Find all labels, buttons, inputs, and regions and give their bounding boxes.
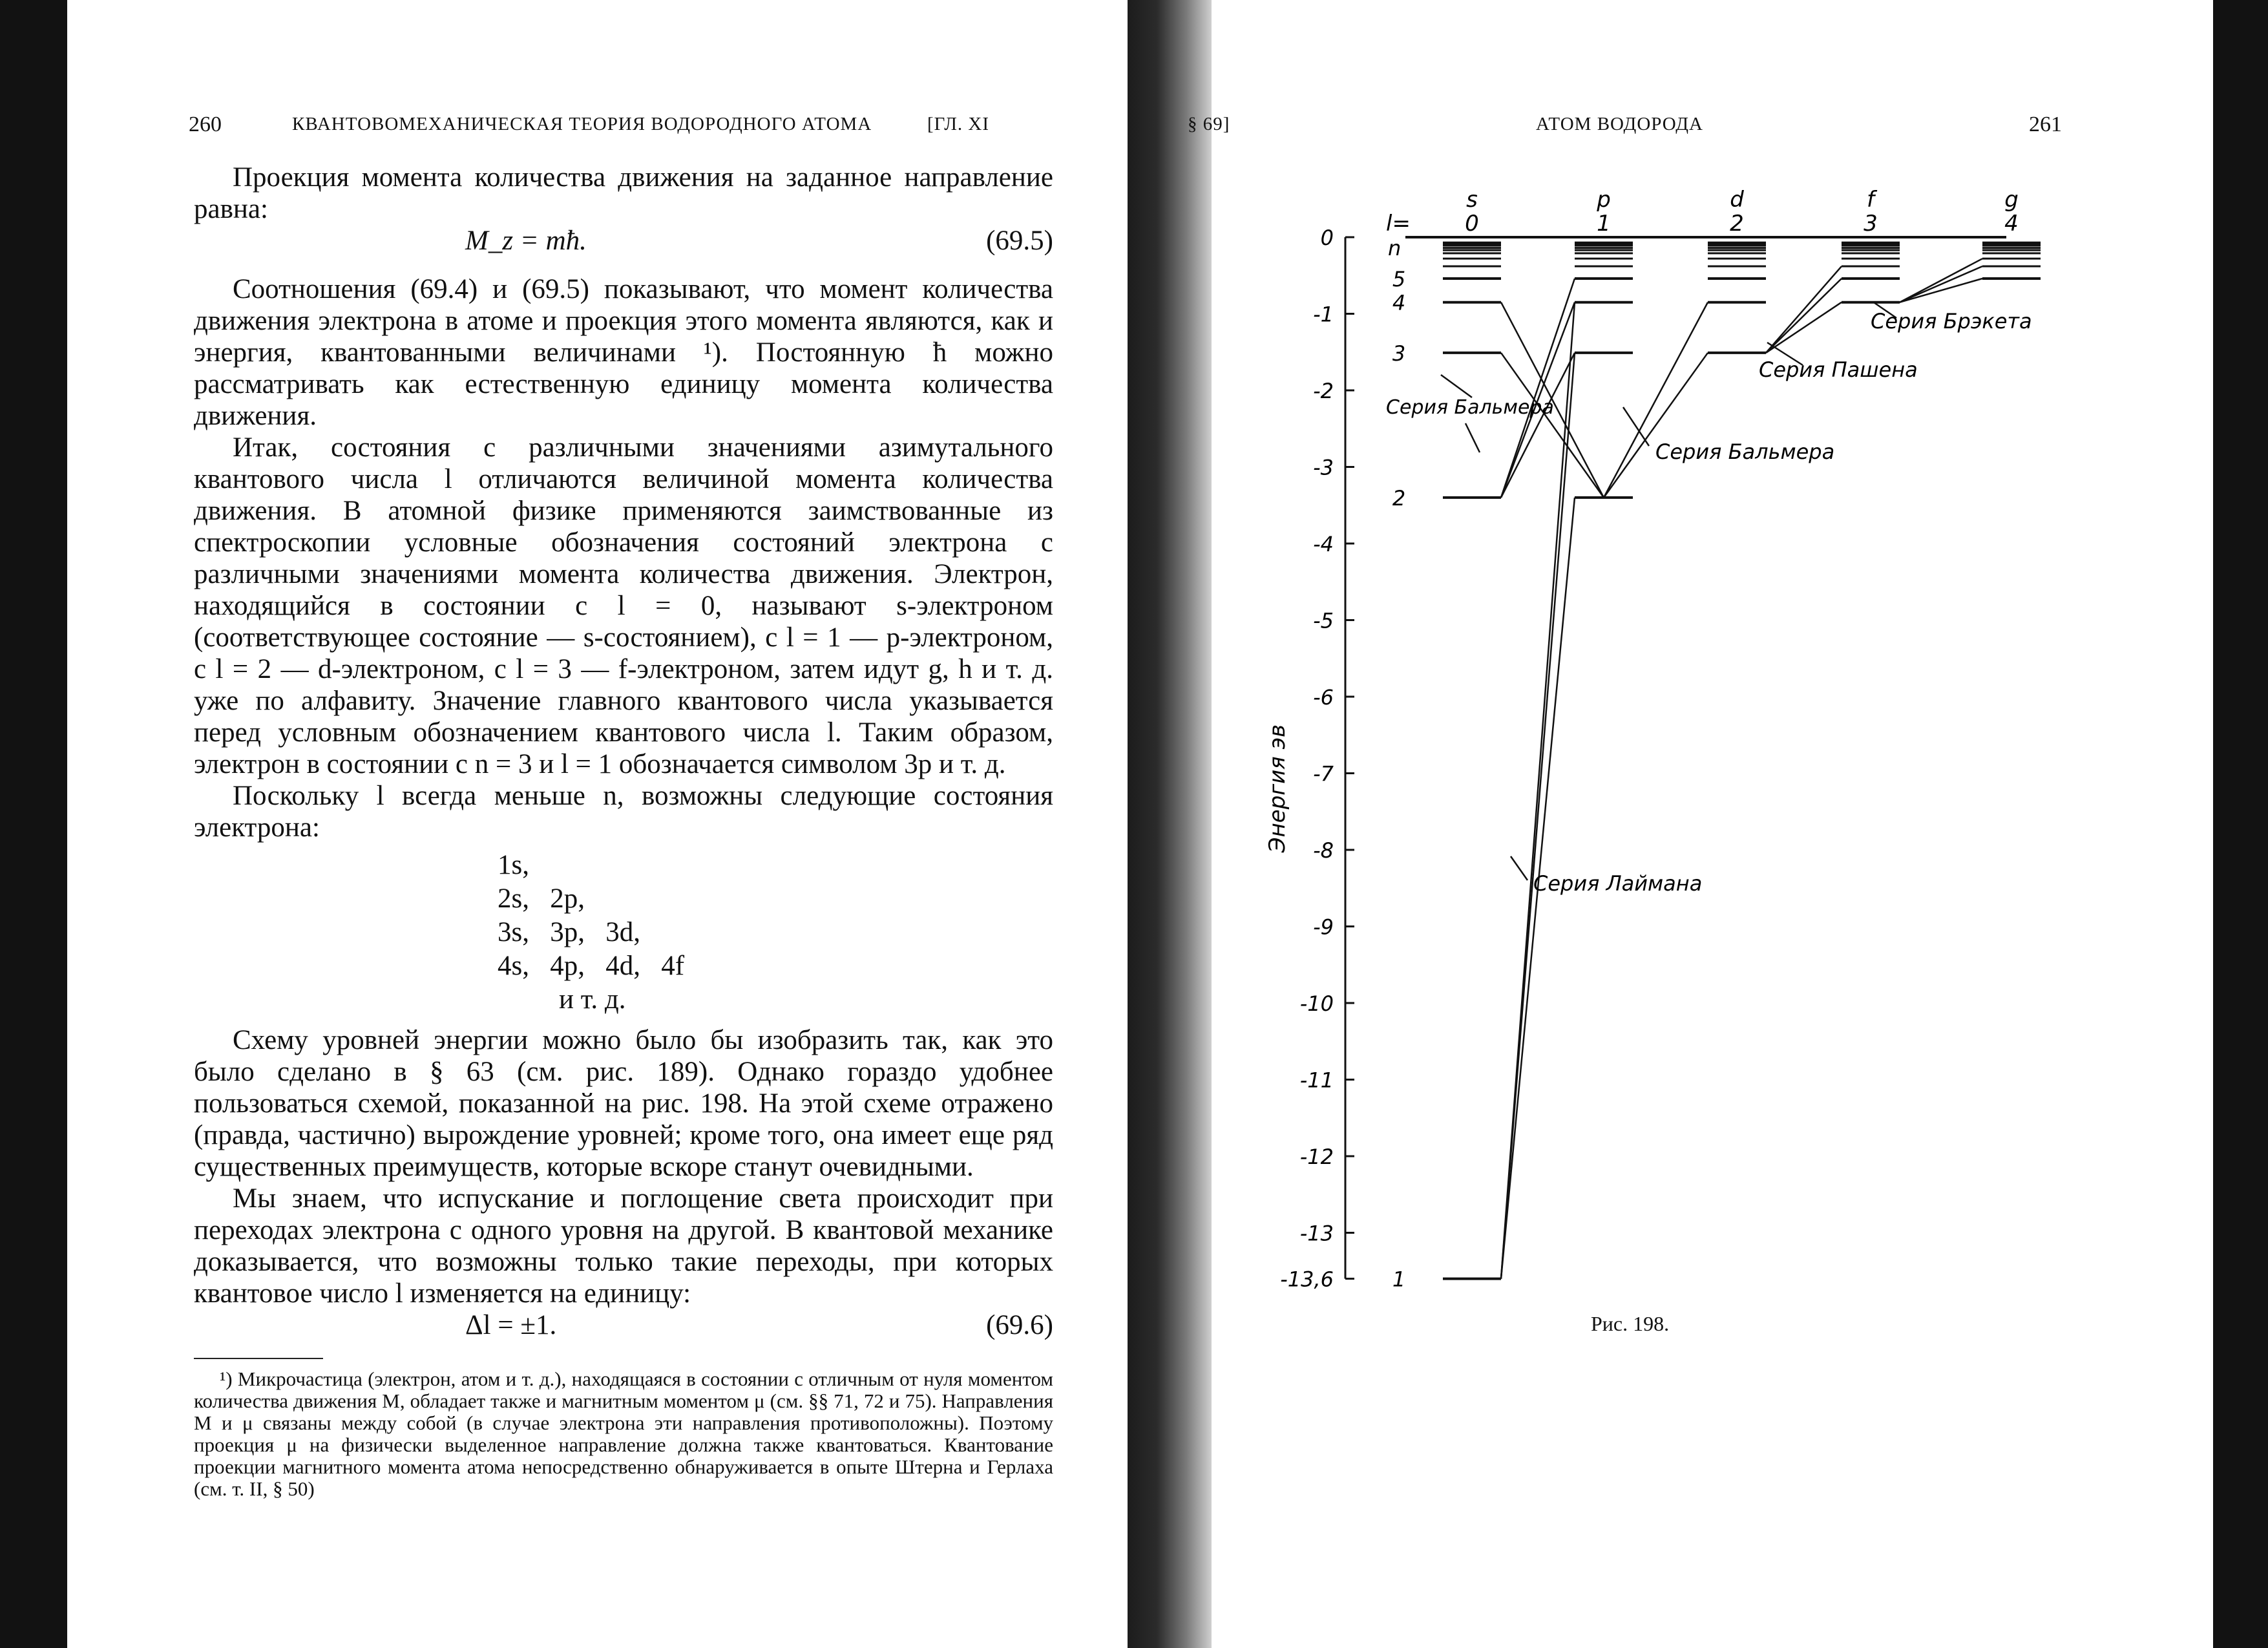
transition-line (1900, 259, 1982, 302)
series-leader (1623, 407, 1649, 446)
column-letter-g: g (2004, 187, 2019, 213)
level-label-n3: 3 (1392, 341, 1406, 366)
transition-line (1501, 353, 1604, 498)
l-row-label: l= (1386, 211, 1411, 237)
energy-axis-label: Энергия эв (1265, 724, 1290, 853)
paragraph-5: Схему уровней энергии можно было бы изобразить так, как это было сделано в § 63 (см. рис. 189). Однако гораздо удобнее пользоваться схемой, показанной на рис. 198. На этой схеме отражено (правда, частично) вырождение уровней; кроме того, она имеет еще ряд существенных преимуществ, которые вскоре станут очевидными. (194, 1025, 1053, 1182)
transition-line (1604, 353, 1708, 498)
equation-69-5-number: (69.5) (986, 226, 1053, 256)
energy-tick-label: -3 (1313, 455, 1334, 480)
transition-line (1766, 279, 1842, 353)
equation-69-5-formula: M_z = mħ. (465, 226, 587, 256)
right-section-tag: § 69] (1188, 114, 1230, 134)
states-row: 3s, 3p, 3d, (498, 917, 640, 947)
series-label-balmer-left: Серия Бальмера (1386, 396, 1554, 419)
energy-tick-label: 0 (1320, 226, 1334, 250)
energy-tick-label: -4 (1313, 532, 1334, 556)
energy-tick-label: -13,6 (1280, 1267, 1334, 1292)
energy-tick-label: -5 (1313, 608, 1334, 633)
energy-tick-label: -2 (1313, 379, 1334, 403)
energy-tick-label: -13 (1299, 1221, 1334, 1246)
column-letter-s: s (1466, 187, 1478, 213)
states-etc: и т. д. (559, 984, 626, 1015)
left-running-head: КВАНТОВОМЕХАНИЧЕСКАЯ ТЕОРИЯ ВОДОРОДНОГО АТОМА (292, 114, 872, 134)
series-label-brackett: Серия Брэкета (1871, 309, 2032, 333)
series-leader (1441, 375, 1472, 397)
energy-tick-label: -8 (1313, 838, 1334, 863)
right-page-number: 261 (2029, 112, 2062, 136)
column-l-2: 2 (1730, 211, 1744, 237)
column-l-3: 3 (1864, 211, 1878, 237)
level-label-n2: 2 (1392, 485, 1406, 511)
series-leader (1465, 423, 1480, 452)
level-label-n1: 1 (1392, 1267, 1406, 1292)
figure-caption: Рис. 198. (1591, 1312, 1670, 1335)
left-page-number: 260 (189, 112, 222, 136)
column-l-4: 4 (2004, 211, 2019, 237)
level-label-n5: 5 (1392, 266, 1406, 291)
energy-axis (1280, 226, 1354, 1292)
states-row: 1s, (498, 850, 529, 880)
energy-tick-label: -9 (1313, 914, 1334, 940)
transition-line (1900, 266, 1982, 302)
energy-tick-label: -6 (1313, 685, 1334, 710)
column-l-0: 0 (1465, 211, 1479, 237)
transition-line (1604, 302, 1708, 498)
diagram-labels (1265, 187, 2032, 1292)
equation-69-6-number: (69.6) (986, 1310, 1053, 1340)
paragraph-4: Поскольку l всегда меньше n, возможны следующие состояния электрона: (194, 781, 1053, 843)
transition-line (1900, 279, 1982, 302)
equation-69-6-formula: Δl = ±1. (465, 1310, 557, 1340)
column-letter-d: d (1730, 187, 1744, 213)
paragraph-6: Мы знаем, что испускание и поглощение света происходит при переходах электрона с одного уровня на другой. В квантовой механике доказывается, что возможны только такие переходы, при которых квантовое число l изменяется на единицу: (194, 1183, 1053, 1309)
column-letter-f: f (1867, 187, 1874, 213)
paragraph-2: Соотношения (69.4) и (69.5) показывают, что момент количества движения электрона в атоме и проекция этого момента являются, как и энергия, квантованными величинами ¹). Постоянную ħ можно рассматривать как естественную единицу момента количества движения. (194, 274, 1053, 431)
footnote-text: ¹) Микрочастица (электрон, атом и т. д.), находящаяся в состоянии с отличным от нуля моментом количества движения M, обладает также и магнитным моментом μ (см. §§ 71, 72 и 75). Направления M и μ связаны между собой (в случае электрона эти направления противоположны). Поэтому проекция μ на физически выделенное направление должна также квантоваться. Квантование проекции магнитного момента атома непосредственно обнаруживается в опыте Штерна и Герлаха (см. т. II, § 50) (194, 1368, 1053, 1500)
level-label-n4: 4 (1392, 290, 1406, 315)
transition-line (1501, 353, 1575, 498)
energy-tick-label: -7 (1313, 761, 1334, 787)
column-letter-p: p (1597, 187, 1611, 213)
series-leader (1511, 856, 1528, 880)
paragraph-1: Проекция момента количества движения на заданное направление равна: (194, 162, 1053, 224)
paragraph-3: Итак, состояния с различными значениями азимутального квантового числа l отличаются величиной момента количества движения. В атомной физике применяются заимствованные из спектроскопии условные обозначения состояний электрона с различными значениями момента количества движения. Электрон, находящийся в состоянии с l = 0, называют s-электроном (соответствующее состояние — s-состоянием), с l = 1 — p-электроном, с l = 2 — d-электроном, с l = 3 — f-электроном, затем идут g, h и т. д. уже по алфавиту. Значение главного квантового числа указывается перед условным обозначением квантового числа l. Таким образом, электрон в состоянии с n = 3 и l = 1 обозначается символом 3p и т. д. (194, 432, 1053, 779)
energy-tick-label: -12 (1299, 1145, 1334, 1169)
right-running-head: АТОМ ВОДОРОДА (1536, 114, 1703, 134)
left-chapter-tag: [ГЛ. XI (927, 114, 990, 134)
states-row: 2s, 2p, (498, 883, 585, 914)
energy-tick-label: -1 (1313, 302, 1334, 327)
n-row-label: n (1388, 236, 1402, 260)
series-label-balmer: Серия Бальмера (1655, 439, 1835, 464)
transition-line (1501, 302, 1575, 1279)
states-row: 4s, 4p, 4d, 4f (498, 951, 685, 981)
column-l-1: 1 (1597, 211, 1611, 237)
energy-tick-label: -11 (1299, 1068, 1334, 1093)
series-label-lyman: Серия Лаймана (1533, 871, 1703, 896)
transition-line (1501, 279, 1575, 498)
level-lines (1405, 237, 2041, 1279)
series-label-paschen: Серия Пашена (1759, 357, 1918, 382)
energy-tick-label: -10 (1299, 991, 1334, 1016)
